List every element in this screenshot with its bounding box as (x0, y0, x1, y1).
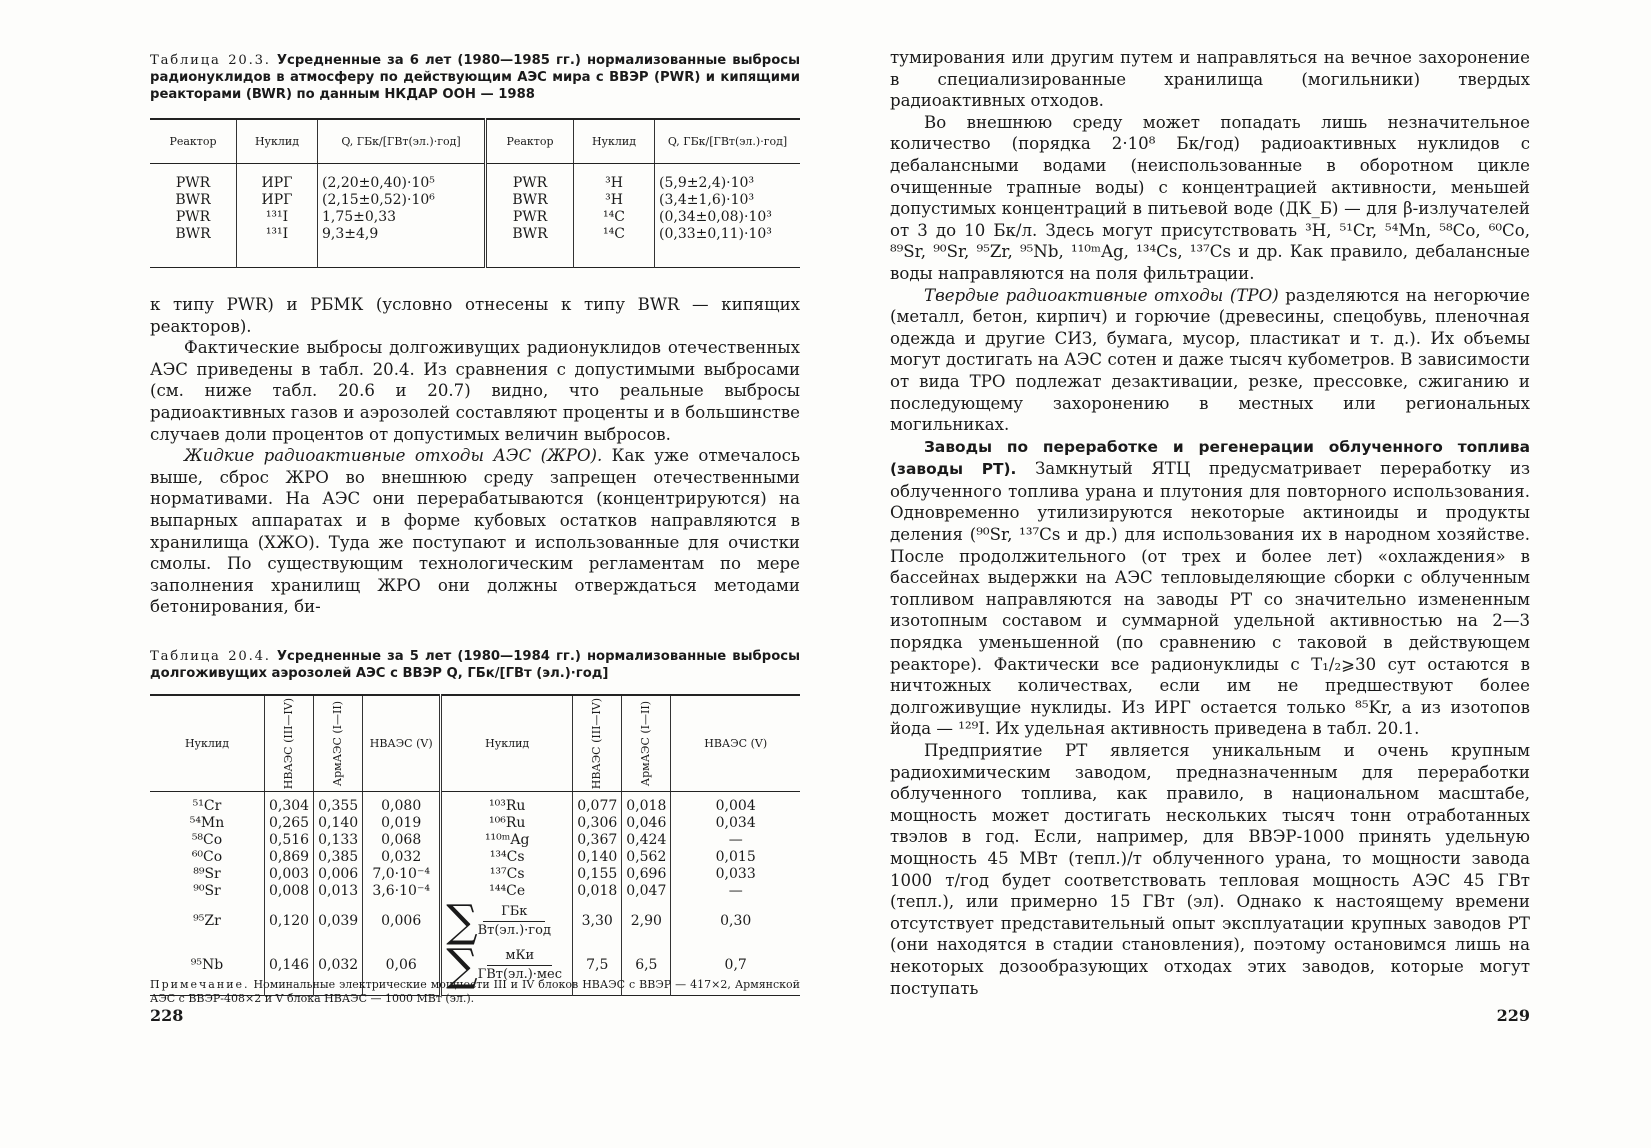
table-cell: 0,424 (622, 832, 671, 849)
table-row (150, 175, 800, 192)
sum-cell (441, 895, 573, 947)
table-cell: PWR (486, 209, 574, 226)
table-cell: 0,080 (363, 798, 441, 815)
table-row (150, 900, 800, 944)
table-cell: BWR (486, 192, 574, 209)
table-header-cell: НВАЭС (V) (363, 695, 441, 792)
table-header-cell: Реактор (486, 119, 574, 163)
table-cell: 0,265 (265, 815, 314, 832)
table-cell: ⁵⁴Mn (189, 814, 225, 831)
table-cell: 0,006 (314, 866, 363, 883)
table-cell: 0,008 (265, 883, 314, 900)
table-row (150, 832, 800, 849)
table-cell: ³H (574, 175, 655, 192)
table-cell: 0,033 (671, 866, 800, 883)
paragraph: тумирования или другим путем и направляться на вечное захоронение в специализированные хранилища (могильники) твердых радиоактивных отходов. (890, 48, 1530, 111)
table-cell: 0,140 (314, 815, 363, 832)
paragraph (150, 445, 800, 618)
table-cell: 0,516 (265, 832, 314, 849)
table-cell: 0,140 (573, 849, 622, 866)
table-header-cell: Нуклид (441, 695, 573, 792)
table-cell: BWR (175, 192, 211, 208)
fraction-numerator: мКи (487, 947, 552, 966)
table-cell: 0,355 (314, 798, 363, 815)
table-row (150, 815, 800, 832)
paragraph: Предприятие РТ является уникальным и очень крупным радиохимическим заводом, предназначенным для переработки облученного топлива, как правило, в национальном масштабе, мощность может достигать нескольких тысяч тонн отработанных твэлов в год. Если, например, для ВВЭР-1000 принять удельную мощность 45 МВт (тепл.)/т облученного урана, то мощности завода 1000 т/год будет соответствовать тепловая мощность АЭС 45 ГВт (тепл.), или примерно 15 ГВт (эл). Однако к настоящему времени отсутствует представительный опыт эксплуатации крупных заводов РТ (они находятся в стадии становления), поэтому остановимся лишь на некоторых дозообразующих отходах этих заводов, которые могут поступать (890, 741, 1530, 998)
table-cell: 0,032 (363, 849, 441, 866)
table-20-3-caption (150, 52, 800, 103)
table-header-cell: Нуклид (574, 119, 655, 163)
table-cell: 0,006 (363, 900, 441, 944)
paragraph (890, 436, 1530, 740)
table-cell: ⁵¹Cr (192, 797, 222, 814)
table-row (150, 209, 800, 226)
table-cell: ¹⁴⁴Ce (441, 883, 573, 900)
table-cell: 0,306 (573, 815, 622, 832)
table-cell: 7,0·10⁻⁴ (363, 866, 441, 883)
table-cell: ¹⁰⁶Ru (441, 815, 573, 832)
sigma-symbol: ∑ (446, 939, 478, 991)
table-cell: ¹⁰³Ru (441, 798, 573, 815)
table-cell: ¹¹⁰ᵐAg (441, 832, 573, 849)
table-cell: ¹³⁴Cs (441, 849, 573, 866)
table-cell: 0,032 (314, 944, 363, 988)
table-row (150, 226, 800, 243)
paragraph-italic-heading: Жидкие радиоактивные отходы АЭС (ЖРО). (184, 446, 603, 466)
table-cell: 0,367 (573, 832, 622, 849)
table-cell: 0,304 (265, 798, 314, 815)
table-cell: 0,019 (363, 815, 441, 832)
table-cell: 0,013 (314, 883, 363, 900)
table-header-cell: НВАЭС (III—IV) (573, 695, 622, 792)
table-cell: ¹⁴C (574, 209, 655, 226)
table-cell: (0,33±0,11)·10³ (655, 226, 801, 243)
table-cell: (2,15±0,52)·10⁶ (318, 192, 486, 209)
paragraph: Во внешнюю среду может попадать лишь незначительное количество (порядка 2·10⁸ Бк/год) радиоактивных нуклидов с дебалансными водами (неиспользованные в оборотном цикле очищенные трапные воды) с концентрацией активности, меньшей допустимых концентраций в питьевой воде (ДК_Б) — для β-излучателей от 3 до 10 Бк/л. Здесь могут присутствовать ³H, ⁵¹Cr, ⁵⁴Mn, ⁵⁸Co, ⁶⁰Co, ⁸⁹Sr, ⁹⁰Sr, ⁹⁵Zr, ⁹⁵Nb, ¹¹⁰ᵐAg, ¹³⁴Cs, ¹³⁷Cs и др. Как правило, дебалансные воды направляются на поля фильтрации. (890, 112, 1530, 283)
table-header-cell: Q, ГБк/[ГВт(эл.)·год] (318, 119, 486, 163)
table-20-3-caption-lead: Таблица 20.3. (150, 53, 271, 68)
table-cell: 0,7 (671, 944, 800, 988)
table-cell: ¹⁴C (574, 226, 655, 243)
table-cell: 0,018 (573, 883, 622, 900)
note-text: Номинальные электрические мощности III и IV блоков НВАЭС с ВВЭР — 417×2, Армянской АЭС с ВВЭР-408×2 и V блока НВАЭС — 1000 МВт (эл.). (150, 978, 801, 1005)
table-cell: (5,9±2,4)·10³ (655, 175, 801, 192)
table-cell: ⁹⁰Sr (193, 882, 221, 899)
table-cell: BWR (175, 226, 211, 242)
paragraph-body: разделяются на негорючие (металл, бетон, кирпич) и горючие (древесины, спецобувь, пленочная одежда и другие СИЗ, бумага, мусор, пластикат и т. д.). Их объемы могут достигать на АЭС сотен и даже тысяч кубометров. В зависимости от вида ТРО подлежат дезактивации, резке, прессовке, сжиганию и последующему захоронению в местных или региональных могильниках. (890, 285, 1531, 435)
table-20-4-caption-text: Усредненные за 5 лет (1980—1984 гг.) нормализованные выбросы долгоживущих аэрозолей АЭС с ВВЭР Q, ГБк/[ГВт (эл.)·год] (150, 649, 800, 681)
table-cell: ⁹⁵Zr (193, 913, 221, 930)
table-cell: 0,869 (265, 849, 314, 866)
table-cell: ИРГ (237, 175, 318, 192)
table-cell: PWR (486, 175, 574, 192)
paragraph (890, 285, 1530, 436)
table-cell: 0,018 (622, 798, 671, 815)
sigma-symbol: ∑ (446, 895, 478, 947)
table-header-cell: НВАЭС (V) (671, 695, 800, 792)
paragraph: Фактические выбросы долгоживущих радионуклидов отечественных АЭС приведены в табл. 20.4. Из сравнения с допустимыми выбросами (см. ниже табл. 20.6 и 20.7) видно, что реальные выбросы радиоактивных газов и аэрозолей составляют проценты и в большинстве случаев доли процентов от допустимых величин выбросов. (150, 338, 800, 444)
table-cell: PWR (175, 209, 211, 225)
table-cell: 0,133 (314, 832, 363, 849)
table-cell: — (671, 832, 800, 849)
table-20-4 (150, 694, 800, 996)
table-cell: 9,3±4,9 (318, 226, 486, 243)
table-header-cell: НВАЭС (III—IV) (265, 695, 314, 792)
paragraph-body: Как уже отмечалось выше, сброс ЖРО во внешнюю среду запрещен отечественными нормативами. На АЭС они перерабатываются (концентрируются) на выпарных аппаратах и в форме кубовых остатков направляются в хранилища (ХЖО). Туда же поступают и использованные для очистки смолы. По существующим технологическим регламентам по мере заполнения хранилищ ЖРО они должны отверждаться методами бетонирования, би- (150, 446, 800, 617)
table-header-cell: Нуклид (150, 695, 265, 792)
fraction-numerator: ГБк (483, 903, 545, 922)
table-cell: ³H (574, 192, 655, 209)
table-cell: 6,5 (622, 944, 671, 988)
table-cell: 3,6·10⁻⁴ (363, 883, 441, 900)
table-cell: ⁸⁹Sr (193, 865, 221, 882)
table-cell: 0,039 (314, 900, 363, 944)
page-number-left: 228 (150, 1006, 184, 1025)
table-row (150, 798, 800, 815)
fraction-denominator: ГВт(эл.)·мес (477, 967, 562, 983)
table-cell: ⁹⁵Nb (190, 957, 224, 974)
table-cell: 0,06 (363, 944, 441, 988)
section-heading: Заводы по переработке и регенерации облученного топлива (заводы РТ). (890, 437, 1530, 479)
left-text-block-1 (150, 294, 800, 618)
table-cell: 3,30 (573, 900, 622, 944)
table-20-4-note (150, 978, 800, 1006)
table-cell: 0,696 (622, 866, 671, 883)
page-number-right: 229 (1496, 1006, 1530, 1025)
table-20-4-caption-lead: Таблица 20.4. (150, 649, 271, 664)
table-header-cell: АрмАЭС (I—II) (314, 695, 363, 792)
table-cell: ¹³⁷Cs (441, 866, 573, 883)
table-cell: 0,146 (265, 944, 314, 988)
table-cell: 0,034 (671, 815, 800, 832)
table-cell: 0,30 (671, 900, 800, 944)
table-header-cell: Нуклид (237, 119, 318, 163)
table-cell: 0,047 (622, 883, 671, 900)
note-lead: Примечание. (150, 978, 250, 991)
table-cell: 0,004 (671, 798, 800, 815)
table-row (150, 849, 800, 866)
table-header-cell: Реактор (150, 119, 237, 163)
table-header-cell: АрмАЭС (I—II) (622, 695, 671, 792)
table-cell: 2,90 (622, 900, 671, 944)
table-cell: ИРГ (237, 192, 318, 209)
table-cell: 0,155 (573, 866, 622, 883)
table-cell: 0,120 (265, 900, 314, 944)
table-cell: 0,077 (573, 798, 622, 815)
table-cell: PWR (175, 175, 211, 191)
paragraph-body: Замкнутый ЯТЦ предусматривает переработку из облученного топлива урана и плутония для повторного использования. Одновременно утилизируются некоторые актиноиды и продукты деления (⁹⁰Sr, ¹³⁷Cs и др.) для использования их в народном хозяйстве. После продолжительного (от трех и более лет) «охлаждения» в бассейнах выдержки на АЭС тепловыделяющие сборки с облученным топливом направляются на заводы РТ со значительно измененным изотопным составом и суммарной удельной активностью на 2—3 порядка уменьшенной (по сравнению с таковой в действующем реакторе). Фактически все радионуклиды с T₁/₂⩾30 сут остаются в ничтожных количествах, если им не предшествуют более долгоживущие нуклиды. Из ИРГ остается только ⁸⁵Kr, а из изотопов йода — ¹²⁹I. Их удельная активность приведена в табл. 20.1. (890, 459, 1530, 739)
paragraph: к типу PWR) и РБМК (условно отнесены к типу BWR — кипящих реакторов). (150, 295, 800, 336)
table-cell: 0,562 (622, 849, 671, 866)
table-header-cell: Q, ГБк/[ГВт(эл.)·год] (655, 119, 801, 163)
table-cell: 7,5 (573, 944, 622, 988)
paragraph-italic-heading: Твердые радиоактивные отходы (ТРО) (924, 285, 1279, 305)
fraction-denominator: Вт(эл.)·год (477, 923, 551, 939)
table-cell: ⁵⁸Co (191, 831, 223, 848)
table-20-4-caption (150, 648, 800, 682)
table-cell: ¹³¹I (237, 226, 318, 243)
table-cell: 0,385 (314, 849, 363, 866)
table-cell: 0,003 (265, 866, 314, 883)
table-cell: (0,34±0,08)·10³ (655, 209, 801, 226)
table-cell: 1,75±0,33 (318, 209, 486, 226)
table-cell: — (671, 883, 800, 900)
table-20-3-caption-text: Усредненные за 6 лет (1980—1985 гг.) нормализованные выбросы радионуклидов в атмосферу по действующим АЭС мира с ВВЭР (PWR) и кипящими реакторами (BWR) по данным НКДАР ООН — 1988 (150, 53, 800, 102)
table-cell: ¹³¹I (237, 209, 318, 226)
table-row (150, 866, 800, 883)
table-cell: 0,015 (671, 849, 800, 866)
table-20-3 (150, 118, 800, 268)
right-text-block (890, 47, 1530, 999)
table-cell: BWR (486, 226, 574, 243)
table-row (150, 192, 800, 209)
table-cell: (3,4±1,6)·10³ (655, 192, 801, 209)
table-cell: ⁶⁰Co (191, 848, 223, 865)
table-cell: (2,20±0,40)·10⁵ (318, 175, 486, 192)
table-cell: 0,068 (363, 832, 441, 849)
table-cell: 0,046 (622, 815, 671, 832)
